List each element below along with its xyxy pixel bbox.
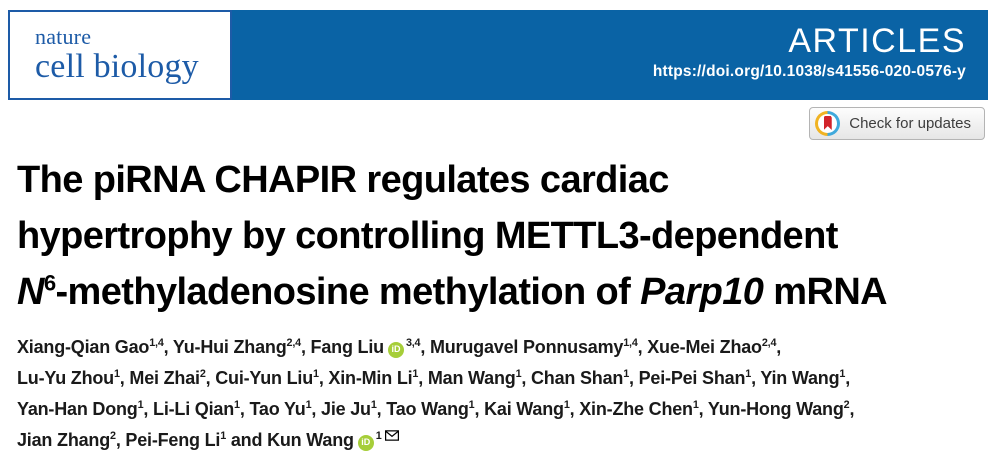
affiliation-superscript: 6 [43, 270, 56, 296]
text-run: -methyladenosine methylation of [55, 271, 641, 313]
author-list-line-1 [17, 332, 987, 363]
orcid-icon[interactable]: iD [358, 435, 374, 451]
article-title-line-3 [17, 264, 982, 320]
text-run: , [776, 337, 782, 357]
text-run: mRNA [763, 271, 888, 313]
text-run: hypertrophy by controlling METTL3-dependent [17, 215, 838, 257]
crossmark-bookmark-shape [824, 116, 832, 130]
text-run: , Murugavel Ponnusamy [420, 337, 624, 357]
affiliation-superscript: 1,4 [149, 337, 164, 349]
text-run: , [845, 368, 851, 388]
affiliation-superscript: 1 [220, 430, 227, 442]
text-run: The piRNA CHAPIR regulates cardiac [17, 159, 669, 201]
text-run: , Man Wang [418, 368, 516, 388]
corresponding-author-email-icon[interactable] [385, 430, 399, 441]
text-run: , Yu-Hui Zhang [163, 337, 287, 357]
doi-link[interactable]: https://doi.org/10.1038/s41556-020-0576-y [652, 63, 966, 80]
text-run: , Pei-Pei Shan [629, 368, 746, 388]
affiliation-superscript: 2,4 [761, 337, 777, 349]
text-run: , Chan Shan [521, 368, 624, 388]
article-type-banner [232, 10, 988, 100]
journal-logo-line-nature: nature [35, 24, 92, 49]
affiliation-superscript: 1 [692, 399, 699, 411]
affiliation-superscript: 1 [305, 399, 312, 411]
text-run: , Jie Ju [311, 399, 371, 419]
affiliation-superscript: 2 [843, 399, 850, 411]
article-type-label: ARTICLES [788, 22, 966, 60]
affiliation-superscript: 1 [412, 368, 419, 380]
affiliation-superscript: 1,4 [623, 337, 638, 349]
affiliation-superscript: 1 [313, 368, 319, 380]
text-run: Yan-Han Dong [17, 399, 138, 419]
text-run: , [849, 399, 855, 419]
text-run: Jian Zhang [17, 430, 111, 450]
affiliation-superscript: 1 [745, 368, 752, 380]
text-run: , Li-Li Qian [143, 399, 235, 419]
affiliation-superscript: 2 [199, 368, 206, 380]
text-run: , Cui-Yun Liu [205, 368, 314, 388]
affiliation-superscript: 1 [375, 430, 382, 442]
crossmark-icon [815, 111, 840, 136]
text-run: , Fang Liu [300, 337, 384, 357]
article-title [17, 152, 982, 320]
affiliation-superscript: 2,4 [286, 337, 301, 349]
affiliation-superscript: 1 [623, 368, 629, 380]
text-run: Parp10 [640, 271, 764, 313]
author-list-line-3 [17, 394, 987, 425]
affiliation-superscript: 1 [234, 399, 240, 411]
text-run: , Xin-Zhe Chen [569, 399, 693, 419]
check-for-updates-label: Check for updates [849, 115, 971, 132]
affiliation-superscript: 1 [515, 368, 522, 380]
text-run: N [17, 271, 44, 313]
affiliation-superscript: 1 [839, 368, 846, 380]
check-for-updates-button[interactable] [809, 107, 985, 140]
journal-logo [8, 10, 232, 100]
text-run: , Xue-Mei Zhao [637, 337, 762, 357]
text-run: Lu-Yu Zhou [17, 368, 114, 388]
text-run: , Pei-Feng Li [115, 430, 221, 450]
text-run: , Xin-Min Li [318, 368, 413, 388]
article-title-line-2 [17, 208, 982, 264]
orcid-icon[interactable]: iD [388, 342, 404, 358]
article-title-line-1 [17, 152, 982, 208]
affiliation-superscript: 2 [110, 430, 116, 442]
text-run: , Yun-Hong Wang [698, 399, 844, 419]
text-run: and Kun Wang [226, 430, 354, 450]
affiliation-superscript: 1 [137, 399, 144, 411]
affiliation-superscript: 3,4 [405, 337, 421, 349]
author-list-line-2 [17, 363, 987, 394]
affiliation-superscript: 1 [370, 399, 377, 411]
text-run: , Yin Wang [751, 368, 840, 388]
affiliation-superscript: 1 [468, 399, 475, 411]
text-run: , Tao Wang [376, 399, 469, 419]
text-run: Xiang-Qian Gao [17, 337, 150, 357]
author-list [17, 332, 987, 456]
author-list-line-4 [17, 425, 987, 456]
text-run: , Tao Yu [239, 399, 306, 419]
journal-header-banner [8, 10, 988, 100]
text-run: , Mei Zhai [119, 368, 200, 388]
affiliation-superscript: 1 [113, 368, 120, 380]
affiliation-superscript: 1 [563, 399, 570, 411]
text-run: , Kai Wang [474, 399, 564, 419]
journal-logo-line-cell-biology: cell biology [35, 48, 199, 85]
check-for-updates-row [809, 107, 985, 141]
